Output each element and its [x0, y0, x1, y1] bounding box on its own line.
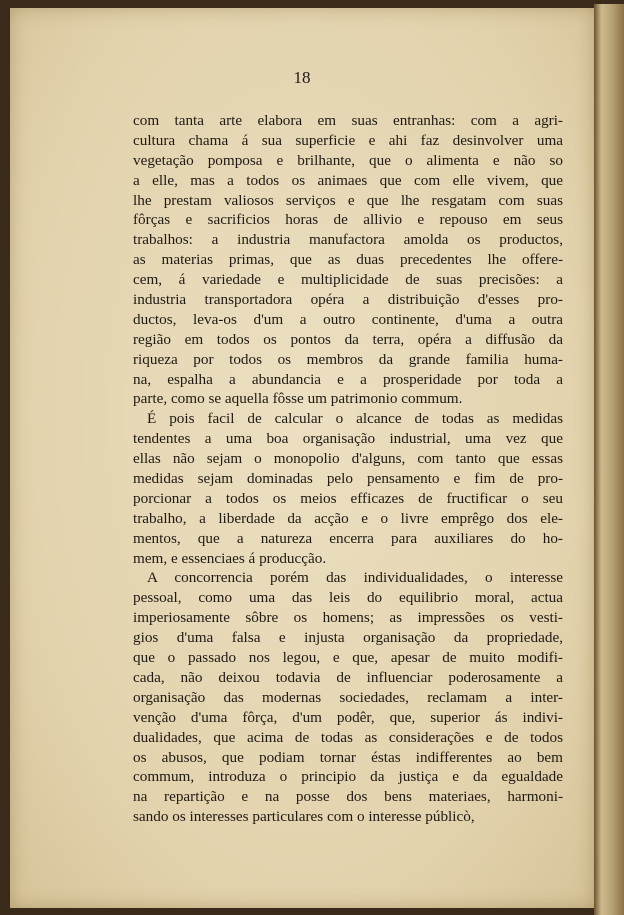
text-line: na, espalha a abundancia e a prosperidade por toda a	[133, 370, 563, 388]
text-line: região em todos os pontos da terra, opéra a diffusão da	[133, 330, 563, 348]
text-line: cada, não deixou todavia de influenciar poderosamente a	[133, 668, 563, 686]
text-line: mentos, que a natureza encerra para auxiliares do ho-	[133, 529, 563, 547]
text-line: organisação das modernas sociedades, reclamam a inter-	[133, 688, 563, 706]
text-line: ellas não sejam o monopolio d'alguns, com tanto que essas	[133, 450, 563, 468]
text-line: parte, como se aquella fôsse um patrimonio commum.	[133, 390, 463, 408]
text-line: riqueza por todos os membros da grande familia huma-	[133, 350, 563, 368]
text-line: as materias primas, que as duas precedentes lhe offere-	[133, 251, 563, 269]
text-line: dualidades, que acima de todas as considerações e de todos	[133, 728, 563, 746]
page-number: 18	[293, 68, 311, 87]
text-line: porcionar a todos os meios efficazes de fructificar o seu	[133, 489, 563, 507]
text-line: cultura chama á sua superficie e ahi faz desinvolver uma	[133, 131, 563, 149]
text-line: industria transportadora opéra a distribuição d'esses pro-	[133, 291, 563, 309]
text-line: na repartição e na posse dos bens materiaes, harmoni-	[133, 788, 563, 806]
text-line: imperiosamente sôbre os homens; as impressões os vesti-	[133, 609, 563, 627]
text-line: sando os interesses particulares com o interesse públicò,	[133, 808, 475, 826]
text-line: que o passado nos legou, e que, apesar de muito modifi-	[133, 649, 563, 667]
text-line: medidas sejam dominadas pelo pensamento e fim de pro-	[133, 470, 563, 488]
text-line: com tanta arte elabora em suas entranhas: com a agri-	[133, 112, 563, 129]
text-line: tendentes a uma boa organisação industrial, uma vez que	[133, 430, 563, 448]
book-page	[10, 8, 594, 908]
text-line: A concorrencia porém das individualidades, o interesse	[147, 569, 563, 587]
text-line: trabalhos: a industria manufactora amolda os productos,	[133, 231, 563, 249]
text-line: commum, introduza o principio da justiça e da egualdade	[133, 768, 563, 786]
book-page-edge	[594, 4, 624, 915]
text-line: venção d'uma fôrça, d'um podêr, que, superior ás indivi-	[133, 708, 563, 726]
text-line: ductos, leva-os d'um a outro continente, d'uma a outra	[133, 310, 563, 328]
text-line: trabalho, a liberdade da acção e o livre emprêgo dos ele-	[133, 509, 563, 527]
text-line: lhe prestam valiosos serviços e que lhe resgatam com suas	[133, 191, 563, 209]
text-line: mem, e essenciaes á producção.	[133, 549, 327, 567]
text-line: É pois facil de calcular o alcance de todas as medidas	[147, 410, 563, 428]
text-line: os abusos, que podiam tornar éstas indifferentes ao bem	[133, 748, 563, 766]
body-text	[133, 111, 563, 827]
text-line: vegetação pomposa e brilhante, que o alimenta e não so	[133, 151, 563, 169]
text-line: cem, á variedade e multiplicidade de suas precisões: a	[133, 271, 563, 289]
text-line: a elle, mas a todos os animaes que com elle vivem, que	[133, 171, 563, 189]
text-line: gios d'uma falsa e injusta organisação da propriedade,	[133, 629, 563, 647]
text-line: fôrças e sacrificios horas de allivio e repouso em seus	[133, 211, 563, 229]
text-line: pessoal, como uma das leis do equilibrio moral, actua	[133, 589, 563, 607]
